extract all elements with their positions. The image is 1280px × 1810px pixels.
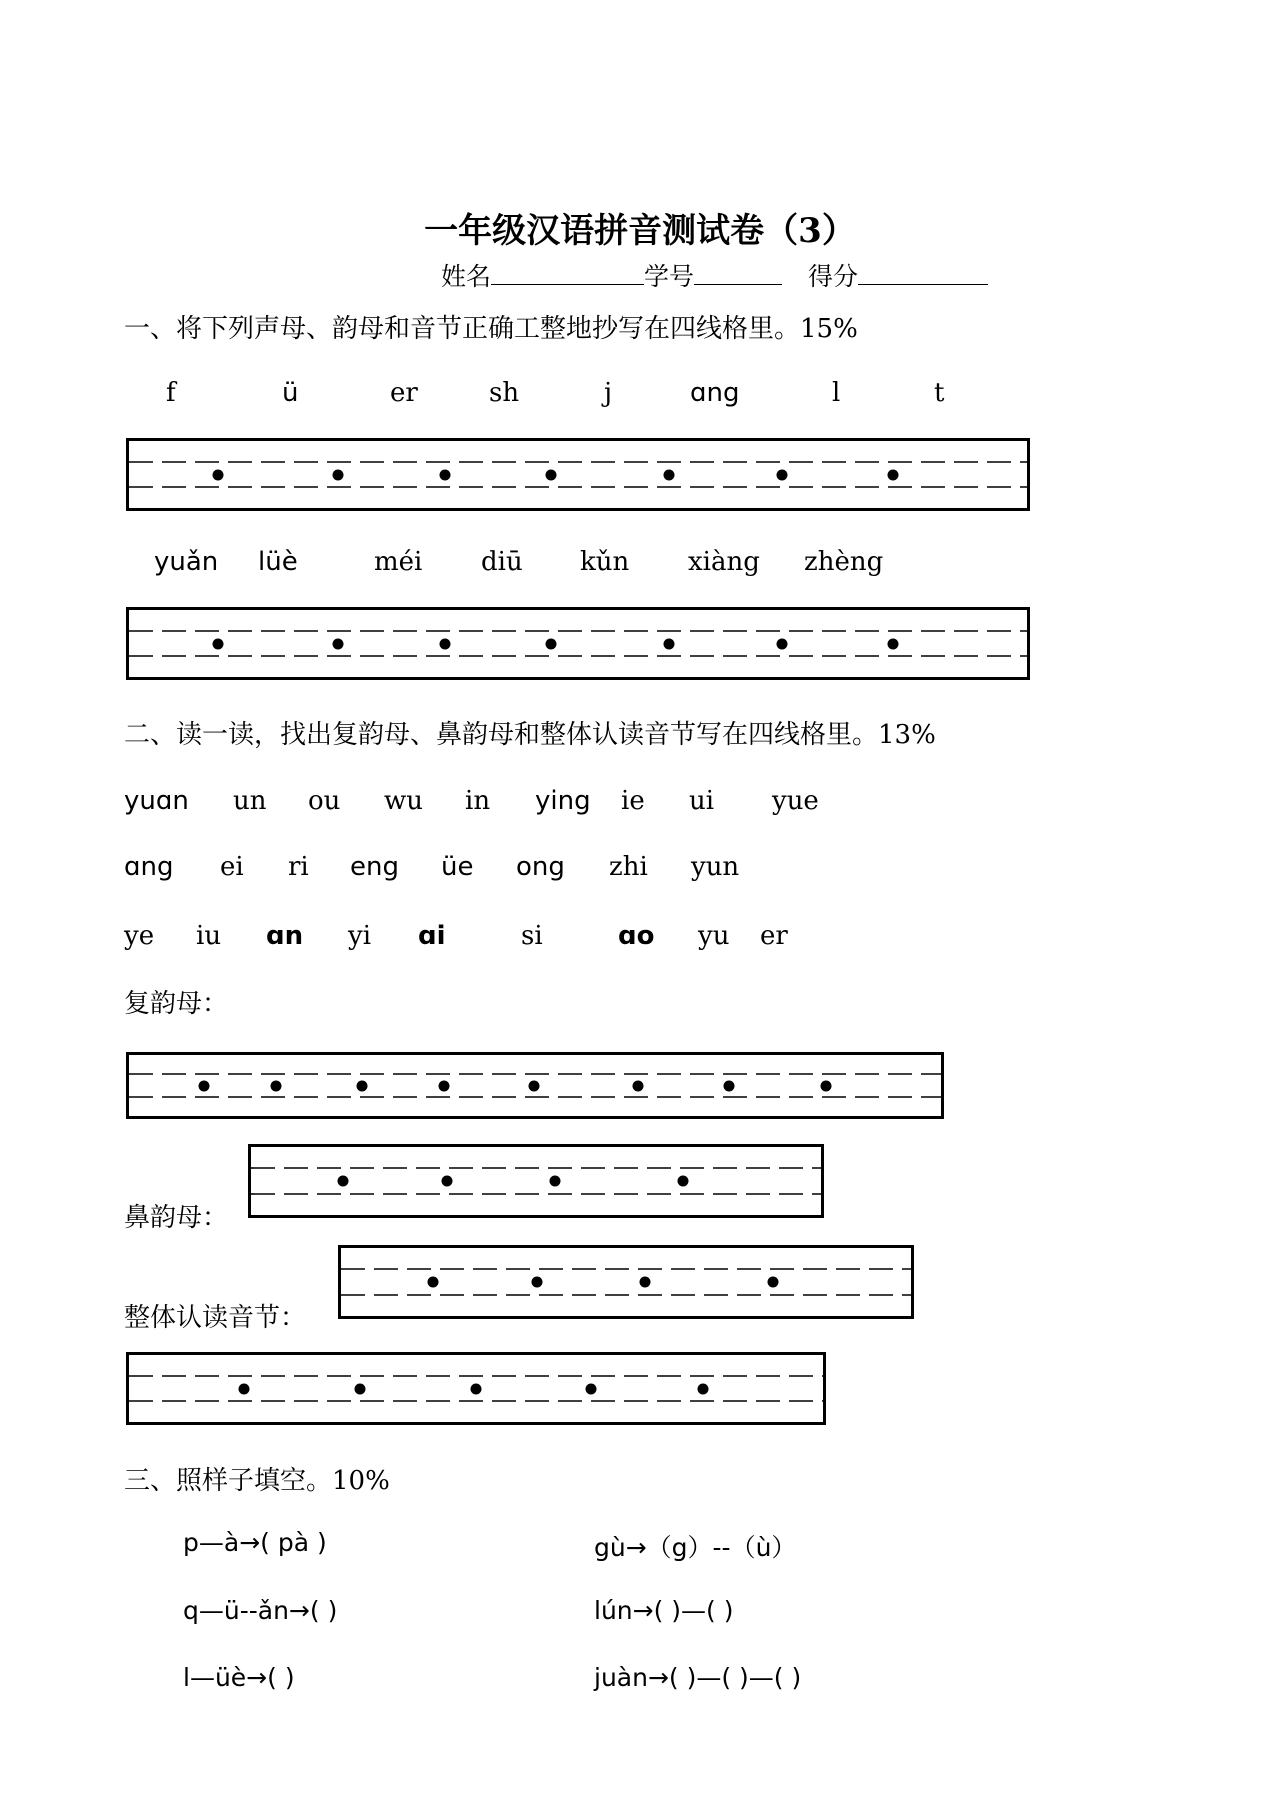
syllable: in: [465, 786, 491, 816]
grid-dot: [633, 1081, 644, 1092]
grid-dot: [821, 1081, 832, 1092]
example-item: gù→（g）--（ù）: [594, 1533, 797, 1562]
grid-dot: [271, 1081, 282, 1092]
number-blank[interactable]: [694, 258, 782, 285]
pinyin-item: er: [390, 378, 418, 408]
pinyin-item: diū: [481, 547, 523, 577]
syllable: ei: [220, 852, 244, 882]
section-1-heading: 一、将下列声母、韵母和音节正确工整地抄写在四线格里。15%: [124, 314, 858, 344]
pinyin-item: t: [934, 378, 945, 408]
grid-dot: [664, 639, 675, 650]
syllable: wu: [384, 786, 423, 816]
grid-dot: [338, 1176, 349, 1187]
grid-dot: [239, 1384, 250, 1395]
section-2-heading: 二、读一读，找出复韵母、鼻韵母和整体认读音节写在四线格里。13%: [124, 720, 936, 750]
syllable: ong: [516, 852, 565, 882]
pinyin-item: ɑng: [690, 378, 740, 408]
grid-dot: [768, 1277, 779, 1288]
four-line-grid-nasal[interactable]: [248, 1144, 824, 1218]
syllable: zhi: [609, 852, 648, 882]
pinyin-item: xiàng: [688, 547, 760, 577]
grid-dot: [888, 639, 899, 650]
syllable: ie: [621, 786, 645, 816]
syllable: ying: [535, 786, 591, 816]
grid-dot: [333, 639, 344, 650]
grid-dot: [678, 1176, 689, 1187]
score-label: 得分: [808, 262, 859, 291]
pinyin-item: lüè: [258, 547, 298, 577]
grid-dot: [213, 639, 224, 650]
nasal-finals-label: 鼻韵母：: [124, 1203, 229, 1233]
four-line-grid-3[interactable]: [126, 1352, 826, 1425]
syllable: si: [521, 921, 543, 951]
whole-syllables-label: 整体认读音节：: [124, 1303, 307, 1333]
syllable: eng: [350, 852, 399, 882]
pinyin-item: f: [166, 378, 176, 408]
compound-finals-label: 复韵母：: [124, 989, 229, 1019]
pinyin-item: zhèng: [804, 547, 884, 577]
pinyin-item: j: [604, 378, 613, 408]
pinyin-item: l: [832, 378, 841, 408]
fill-item[interactable]: q—ü--ǎn→( ): [183, 1596, 338, 1625]
pinyin-item: ü: [282, 378, 299, 408]
grid-dot: [546, 639, 557, 650]
grid-border: [250, 1146, 823, 1217]
grid-dot: [698, 1384, 709, 1395]
syllable: yun: [691, 852, 740, 882]
syllable: ou: [308, 786, 341, 816]
grid-dot: [428, 1277, 439, 1288]
pinyin-item: sh: [489, 378, 520, 408]
syllable: yue: [772, 786, 819, 816]
page-title: 一年级汉语拼音测试卷（3）: [424, 211, 856, 251]
grid-dot: [640, 1277, 651, 1288]
section-3-heading: 三、照样子填空。10%: [124, 1466, 390, 1496]
grid-dot: [529, 1081, 540, 1092]
name-blank[interactable]: [491, 258, 644, 285]
syllable: ɑn: [266, 921, 304, 951]
syllable: ye: [124, 921, 155, 951]
syllable: er: [760, 921, 788, 951]
grid-dot: [664, 470, 675, 481]
grid-dot: [777, 639, 788, 650]
example-item: p—à→( pà ): [183, 1528, 327, 1557]
grid-dot: [357, 1081, 368, 1092]
grid-dot: [440, 470, 451, 481]
grid-dot: [355, 1384, 366, 1395]
grid-dot: [213, 470, 224, 481]
fill-item[interactable]: l—üè→( ): [183, 1663, 295, 1692]
grid-dot: [777, 470, 788, 481]
fill-item[interactable]: juàn→( )—( )—( ): [594, 1663, 802, 1692]
four-line-grid-whole[interactable]: [338, 1245, 914, 1319]
syllable: ɑi: [418, 921, 446, 951]
four-line-grid-2[interactable]: [126, 607, 1030, 680]
pinyin-item: méi: [374, 547, 423, 577]
four-line-grid-compound[interactable]: [126, 1052, 944, 1119]
student-info: [441, 257, 988, 293]
syllable: un: [233, 786, 267, 816]
syllable: iu: [196, 921, 222, 951]
grid-dot: [199, 1081, 210, 1092]
grid-dot: [532, 1277, 543, 1288]
grid-dot: [471, 1384, 482, 1395]
syllable: ri: [288, 852, 309, 882]
grid-dot: [586, 1384, 597, 1395]
syllable: üe: [441, 852, 474, 882]
pinyin-item: yuǎn: [154, 547, 219, 577]
grid-dot: [724, 1081, 735, 1092]
grid-dot: [888, 470, 899, 481]
number-label: 学号: [644, 262, 695, 291]
grid-dot: [550, 1176, 561, 1187]
syllable: yuɑn: [124, 786, 189, 816]
syllable: yi: [348, 921, 372, 951]
grid-dot: [440, 639, 451, 650]
grid-dot: [546, 470, 557, 481]
four-line-grid-1[interactable]: [126, 438, 1030, 511]
syllable: yu: [698, 921, 730, 951]
syllable: ui: [689, 786, 715, 816]
grid-dot: [333, 470, 344, 481]
grid-dot: [439, 1081, 450, 1092]
pinyin-item: kǔn: [580, 547, 630, 577]
grid-dot: [442, 1176, 453, 1187]
syllable: ɑng: [124, 852, 174, 882]
score-blank[interactable]: [858, 258, 988, 285]
grid-border: [340, 1247, 913, 1318]
syllable: ɑo: [618, 921, 655, 951]
name-label: 姓名: [441, 262, 492, 291]
fill-item[interactable]: lún→( )—( ): [594, 1596, 734, 1625]
